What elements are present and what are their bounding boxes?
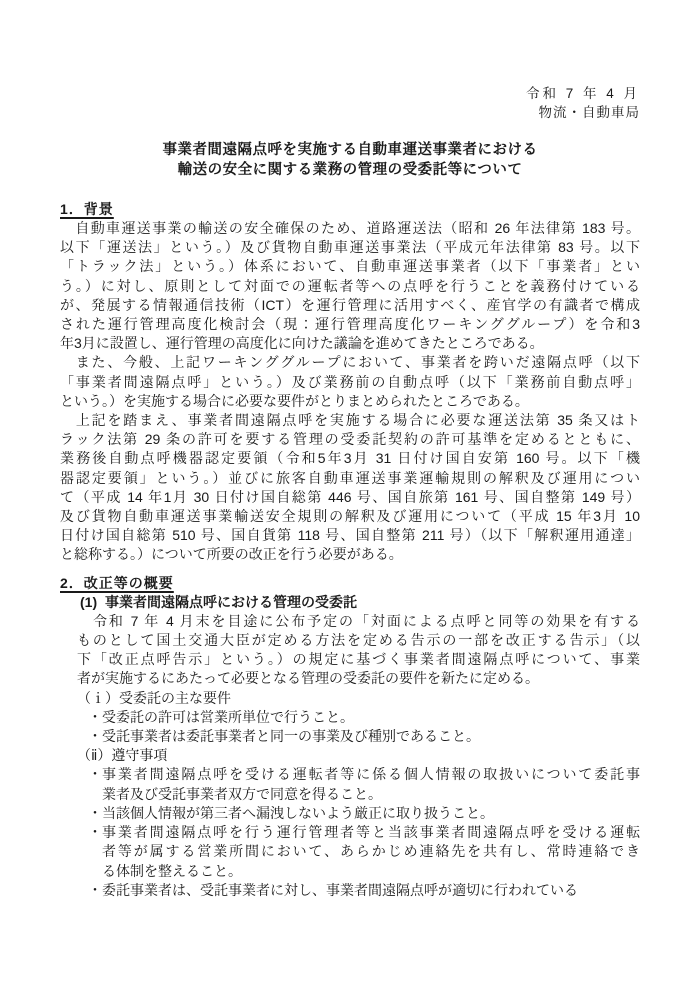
text-line: 当該個人情報が第三者へ漏洩しないよう厳正に取り扱うこと。 <box>102 804 494 821</box>
document-title-line-2: 輸送の安全に関する業務の管理の受委託等について <box>177 162 523 178</box>
bullet-item <box>88 823 640 881</box>
subsection-title: 事業者間遠隔点呼における管理の受委託 <box>105 593 357 610</box>
text-line: ものとして国土交通大臣が定める方法を定める告示の一部を改正する告示」（以 <box>77 632 640 649</box>
text-line: 下「改正点呼告示」という。）の規定に基づく事業者間遠隔点呼について、事業 <box>77 651 640 668</box>
paragraph <box>60 219 640 353</box>
bullet-item <box>88 804 640 823</box>
text-line: また、今般、上記ワーキンググループにおいて、事業者を跨いだ遠隔点呼（以下 <box>60 354 640 371</box>
section-heading <box>60 200 640 219</box>
paragraph <box>60 411 640 565</box>
bullet-item <box>88 727 640 746</box>
bullet-item <box>88 765 640 803</box>
text-line: 者等が属する営業所間において、あらかじめ連絡先を共有し、常時連絡でき <box>102 843 640 860</box>
text-line: 及び貨物自動車運送事業輸送安全規則の解釈及び運用について（平成 15 年3月 10 <box>60 508 640 525</box>
bullet-marker: ・ <box>88 708 102 725</box>
text-line: 受委託の許可は営業所単位で行うこと。 <box>102 708 354 725</box>
section-1 <box>60 200 640 565</box>
bullet-text <box>102 765 640 803</box>
text-line: 者が実施するにあたって必要となる管理の受委託の要件を新たに定める。 <box>77 670 539 687</box>
text-line: 自動車運送事業の輸送の安全確保のため、道路運送法（昭和 26 年法律第 183 号。 <box>60 220 640 236</box>
text-line: 事業者間遠隔点呼を受ける運転者等に係る個人情報の取扱いについて委託事 <box>102 766 640 783</box>
text-line: 「トラック法」という。）体系において、自動車運送事業者（以下「事業者」とい <box>60 258 640 275</box>
bullet-marker: ・ <box>88 766 102 783</box>
paragraph <box>77 612 640 689</box>
text-line: された運行管理高度化検討会（現：運行管理高度化ワーキンググループ）を令和3 <box>60 316 640 333</box>
text-line: と総称する。）について所要の改正を行う必要がある。 <box>60 546 403 563</box>
bullet-text <box>102 708 640 727</box>
text-line: 事業者間遠隔点呼を行う運行管理者等と当該事業者間遠隔点呼を受ける運転 <box>102 824 640 841</box>
text-line: 年3月に設置し、運行管理の高度化に向けた議論を進めてきたところである。 <box>60 335 544 352</box>
document-title <box>60 140 640 180</box>
paragraph <box>60 353 640 411</box>
text-line: 以下「運送法」という。）及び貨物自動車運送事業法（平成元年法律第 83 号。以下 <box>60 239 640 256</box>
bullet-text <box>102 823 640 881</box>
bullet-text <box>102 804 640 823</box>
bullet-item <box>88 708 640 727</box>
section-heading-text: 1．背景 <box>60 201 114 217</box>
document-body <box>60 200 640 900</box>
text-line: て（平成 14 年1月 30 日付け国自総第 446 号、国自旅第 161 号、国自整第 149 号） <box>60 488 640 505</box>
section-heading-text: 2．改正等の概要 <box>60 574 174 591</box>
bullet-text <box>102 727 640 746</box>
text-line: という。）を実施する場合に必要な要件がとりまとめられたところである。 <box>60 392 529 409</box>
document-header <box>60 84 640 122</box>
text-line: が、発展する情報通信技術（ICT）を運行管理に活用すべく、産官学の有識者で構成 <box>60 296 640 313</box>
text-line: う。）に対し、原則として対面での運転者等への点呼を行うことを義務付けている <box>60 277 640 294</box>
text-line: 業者及び受託事業者双方で同意を得ること。 <box>102 785 382 802</box>
text-line: 業務後自動点呼機器認定要領（令和5年3月 31 日付け国自安第 160 号。以下「機 <box>60 450 640 467</box>
text-line: 受託事業者は委託事業者と同一の事業及び種別であること。 <box>102 728 480 745</box>
text-line: 委託事業者は、受託事業者に対し、事業者間遠隔点呼が適切に行われている <box>102 881 578 898</box>
text-line: 日付け国自総第 510 号、国自貨第 118 号、国自整第 211 号）（以下「解釈運用通達」 <box>60 527 640 544</box>
section-heading <box>60 574 640 593</box>
text-line: る体制を整えること。 <box>102 862 242 879</box>
issuing-bureau: 物流・自動車局 <box>538 105 640 120</box>
bullet-text <box>102 881 640 900</box>
text-line: 器認定要領」という。）並びに旅客自動車運送事業運輸規則の解釈及び運用につい <box>60 469 640 486</box>
bullet-marker: ・ <box>88 804 102 821</box>
subsection-number: (1) <box>80 593 98 610</box>
document-title-line-1: 事業者間遠隔点呼を実施する自動車運送事業者における <box>162 142 538 158</box>
text-line: 「事業者間遠隔点呼」という。）及び業務前の自動点呼（以下「業務前自動点呼」 <box>60 373 640 390</box>
bullet-marker: ・ <box>88 728 102 745</box>
bullet-item <box>88 881 640 900</box>
issue-date: 令和 7 年 4 月 <box>525 86 640 101</box>
list-label: （ⅱ）遵守事項 <box>77 747 168 764</box>
section-2 <box>60 574 640 900</box>
text-line: 上記を踏まえ、事業者間遠隔点呼を実施する場合に必要な運送法第 35 条又はト <box>60 412 640 429</box>
text-line: ラック法第 29 条の許可を要する管理の受委託契約の許可基準を定めるとともに、 <box>60 431 640 448</box>
subsection-heading <box>80 593 640 612</box>
bullet-marker: ・ <box>88 824 102 841</box>
bullet-marker: ・ <box>88 881 102 898</box>
text-line: 令和 7 年 4 月末を目途に公布予定の「対面による点呼と同等の効果を有する <box>77 612 640 629</box>
list-label: （ｉ）受委託の主な要件 <box>77 689 231 706</box>
